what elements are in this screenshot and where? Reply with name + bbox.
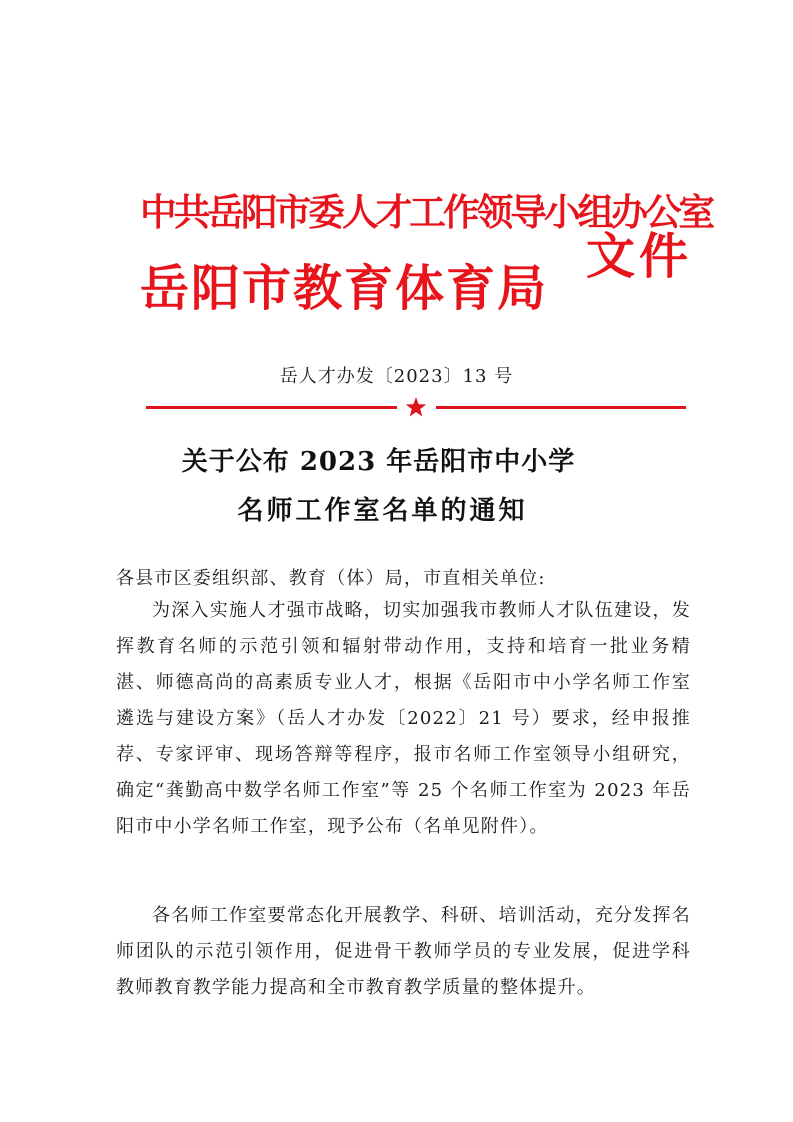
notice-title-line1: 关于公布 2023 年岳阳市中小学 (181, 447, 576, 477)
document-number: 岳人才办发〔2023〕13 号 (279, 366, 514, 387)
issuer-name-bureau: 岳阳市教育体育局 (140, 259, 549, 317)
red-star-icon (404, 395, 428, 419)
issuer-name-committee: 中共岳阳市委人才工作领导小组办公室 (140, 190, 713, 234)
body-paragraph-2: 各名师工作室要常态化开展教学、科研、培训活动，充分发挥名师团队的示范引领作用，促进骨干教师学员的专业发展，促进学科教师教育教学能力提高和全市教育教学质量的整体提升。 (116, 905, 691, 998)
red-divider-right (436, 406, 686, 409)
notice-title-line2: 名师工作室名单的通知 (237, 496, 528, 526)
red-divider-left (146, 406, 397, 409)
body-paragraph-1: 为深入实施人才强市战略，切实加强我市教师人才队伍建设，发挥教育名师的示范引领和辐射带动作用，支持和培育一批业务精湛、师德高尚的高素质专业人才，根据《岳阳市中小学名师工作室遴选与建设方案》（岳人才办发〔2022〕21 号）要求，经申报推荐、专家评审、现场答辩等程序，报市名师工作室领导小组研究，确定“龚勤高中数学名师工作室”等 25 个名师工作室为 2023 年岳阳市中小学名师工作室，现予公布（名单见附件）。 (116, 600, 691, 837)
salutation: 各县市区委组织部、教育（体）局，市直相关单位: (116, 568, 546, 589)
document-type-label: 文件 (586, 227, 693, 285)
